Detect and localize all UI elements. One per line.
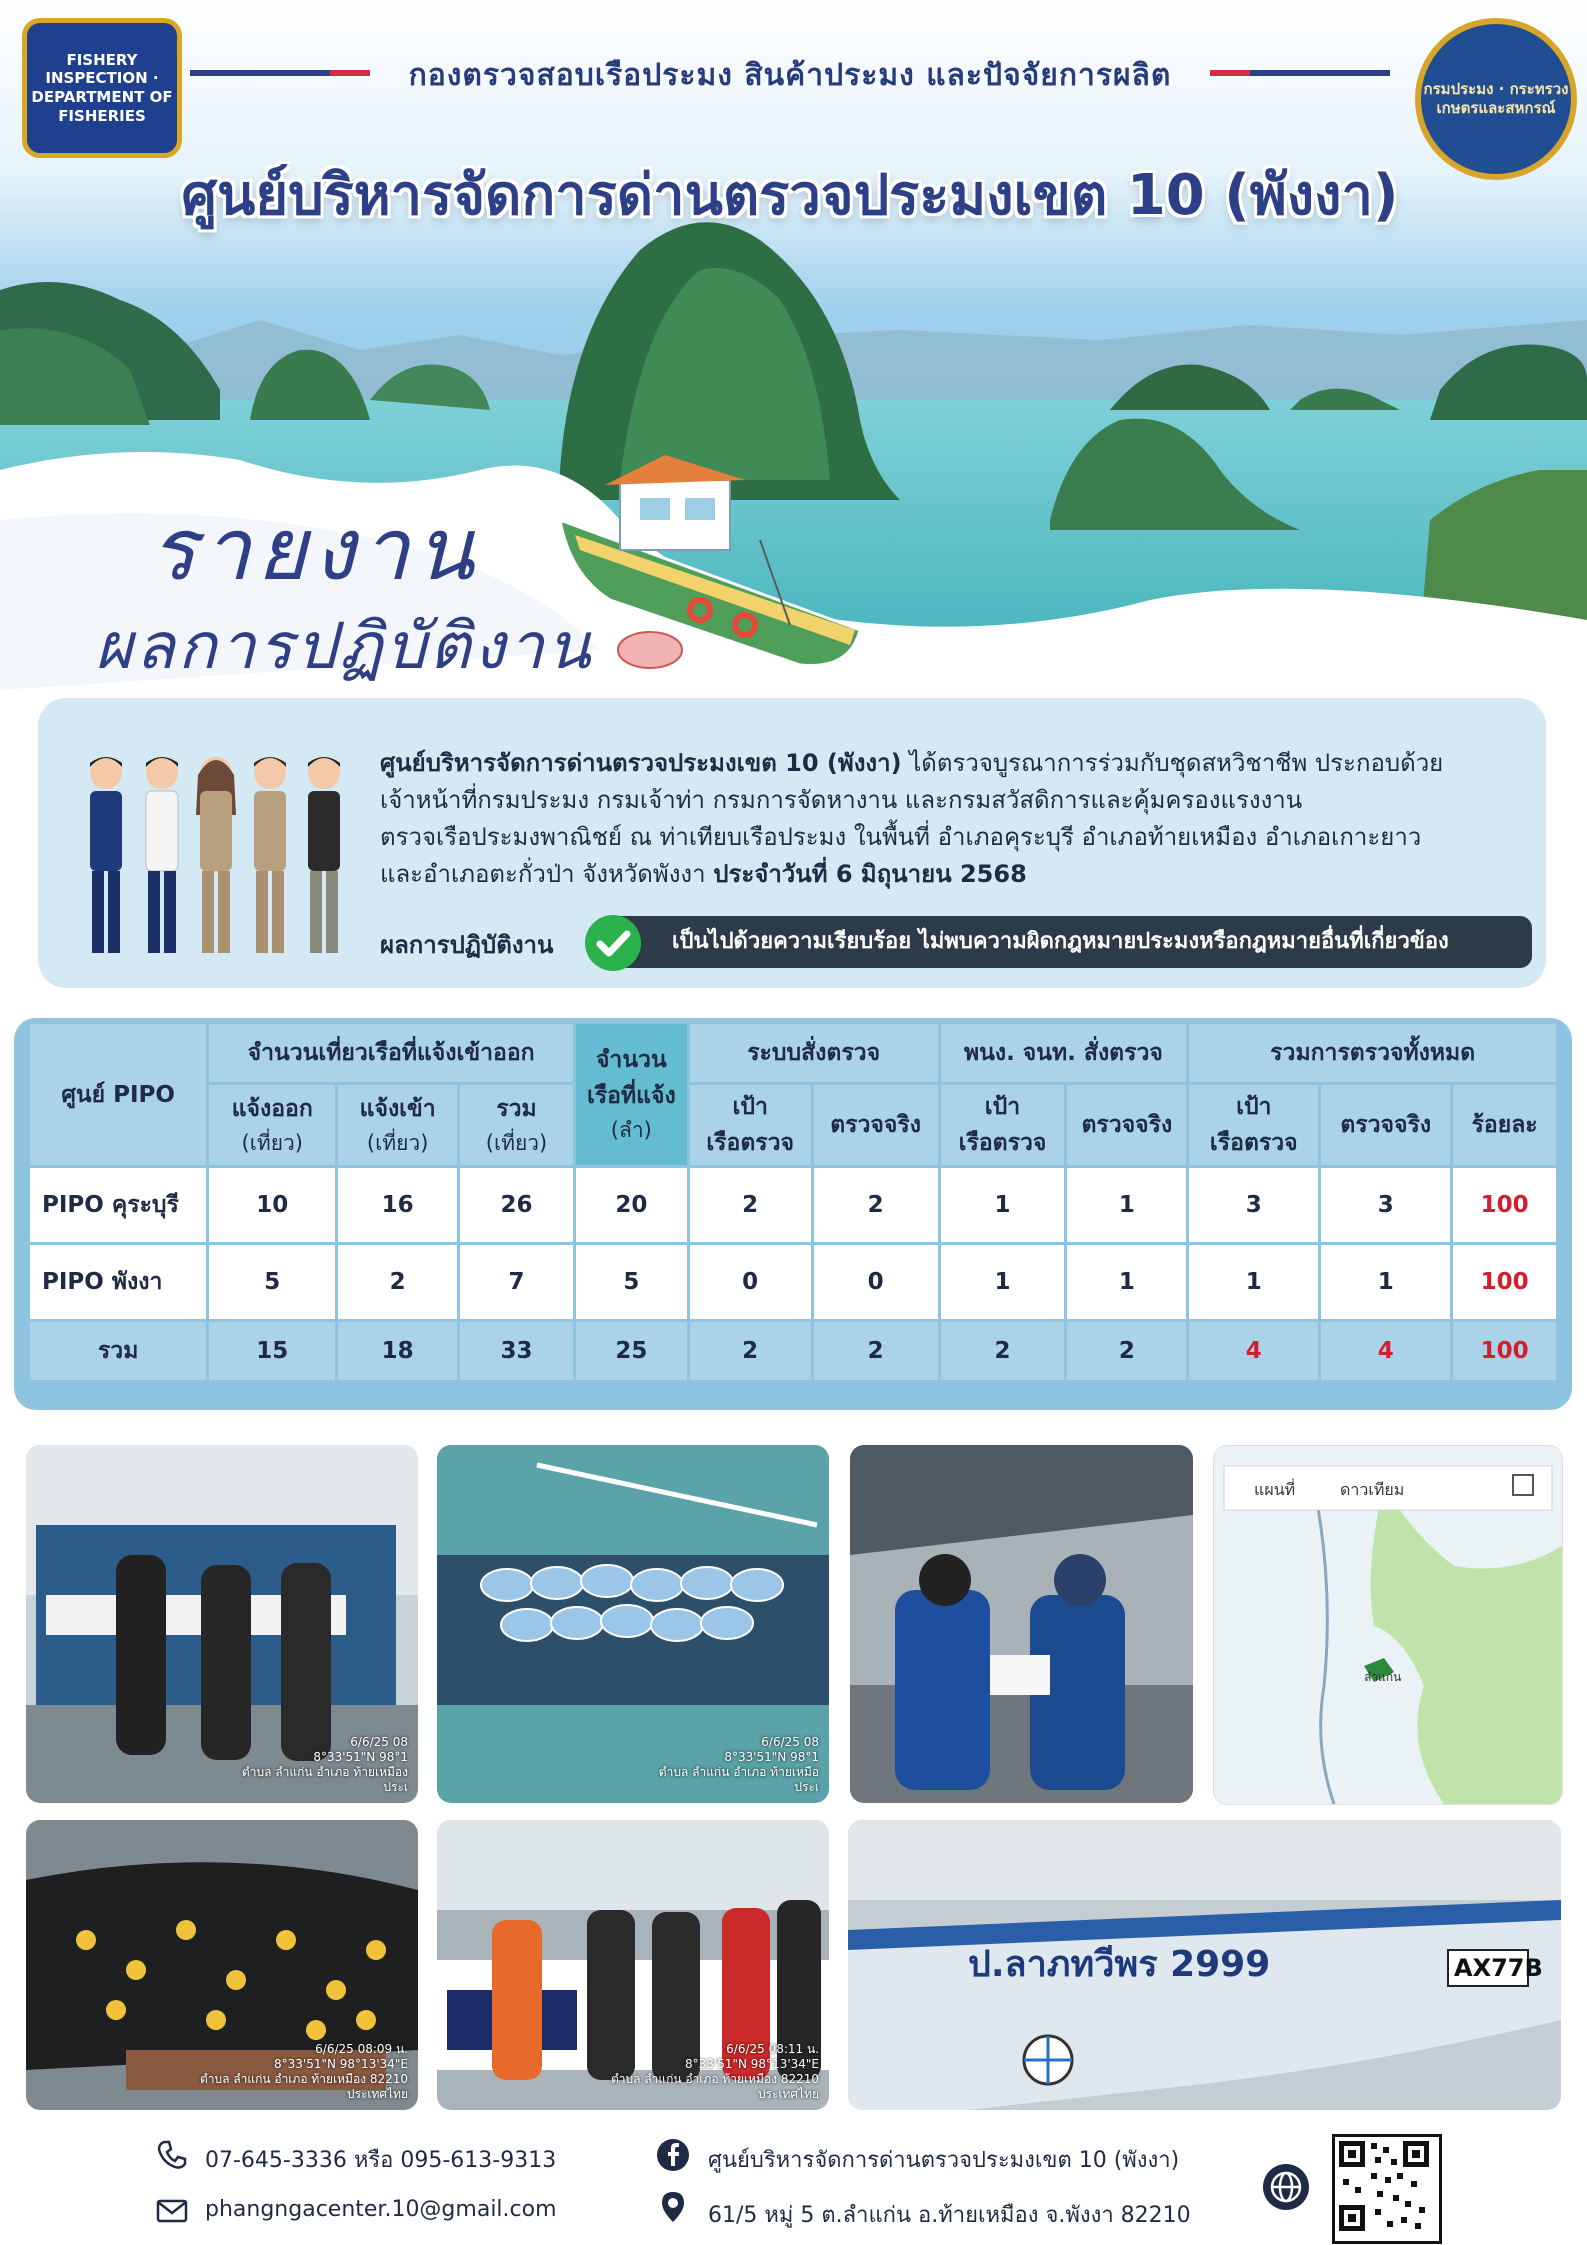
map-tab-map[interactable]: แผนที่	[1254, 1480, 1296, 1499]
table-row	[30, 1168, 1556, 1242]
info-text-4: และอำเภอตะกั่วป่า จังหวัดพังงา	[380, 860, 714, 888]
cell-all-target: 1	[1189, 1245, 1318, 1319]
cell-in: 16	[338, 1168, 457, 1242]
header-trips-out-unit: (เที่ยว)	[241, 1130, 304, 1155]
cell-total: 26	[460, 1168, 573, 1242]
cell-off-target: 1	[941, 1168, 1065, 1242]
cell-sys-target: 2	[690, 1168, 811, 1242]
header-trips-total-unit: (เที่ยว)	[485, 1130, 548, 1155]
header-trips-total-label: รวม	[496, 1095, 537, 1122]
header-sys-target-l2: เรือตรวจ	[706, 1130, 795, 1156]
footer-facebook: ศูนย์บริหารจัดการด่านตรวจประมงเขต 10 (พังงา)	[708, 2148, 1180, 2173]
row-name: PIPO คุระบุรี	[30, 1168, 206, 1242]
cell-out: 10	[209, 1168, 335, 1242]
photo-fishing-gear-floats	[437, 1445, 829, 1803]
report-title: รายงาน	[150, 500, 480, 600]
header-trips-group: จำนวนเที่ยวเรือที่แจ้งเข้าออก	[209, 1024, 573, 1082]
photo-officers-at-pier	[26, 1445, 418, 1803]
cell-out: 5	[209, 1245, 335, 1319]
cell-sys-target: 0	[690, 1245, 811, 1319]
header-off-actual: ตรวจจริง	[1067, 1085, 1186, 1165]
header-all-target-l1: เป้า	[1236, 1094, 1272, 1120]
header-officer-group: พนง. จนท. สั่งตรวจ	[941, 1024, 1187, 1082]
header-off-target-l2: เรือตรวจ	[958, 1130, 1047, 1156]
photo-stamp-6: 6/6/25 08:11 น. 8°33'51"N 98°13'34"E ตำบล ลำแก่น อำเภอ ท้ายเหมือง 82210 ประเทศไทย	[610, 2042, 819, 2101]
cell-sys-actual: 0	[814, 1245, 938, 1319]
logo-right-text: กรมประมง · กระทรวงเกษตรและสหกรณ์	[1423, 80, 1569, 117]
result-label: ผลการปฏิบัติงาน	[380, 931, 554, 959]
inspection-stats-table	[27, 1021, 1559, 1383]
total-total: 33	[460, 1322, 573, 1380]
header-center: ศูนย์ PIPO	[30, 1024, 206, 1165]
table-total-row	[30, 1322, 1556, 1380]
header-vessels-l2: เรือที่แจ้ง	[586, 1083, 676, 1109]
map-place-label: ลำแก่น	[1364, 1670, 1402, 1684]
header-off-target-l1: เป้า	[984, 1094, 1021, 1120]
info-text-2: เจ้าหน้าที่กรมประมง กรมเจ้าท่า กรมการจัดหางาน และกรมสวัสดิการและคุ้มครองแรงงาน	[380, 786, 1303, 814]
cell-off-target: 1	[941, 1245, 1065, 1319]
result-text: เป็นไปด้วยความเรียบร้อย ไม่พบความผิดกฎหมายประมงหรือกฎหมายอื่นที่เกี่ยวข้อง	[600, 916, 1532, 968]
header-sys-actual: ตรวจจริง	[814, 1085, 938, 1165]
boat-name: ป.ลาภทวีพร 2999	[968, 1944, 1271, 1985]
total-in: 18	[338, 1322, 457, 1380]
header-trips-total	[460, 1085, 573, 1165]
total-all-target: 4	[1189, 1322, 1318, 1380]
footer-phone: 07-645-3336 หรือ 095-613-9313	[205, 2148, 557, 2173]
info-paragraph	[380, 745, 1510, 893]
cell-vessels: 5	[576, 1245, 687, 1319]
logo-left-text: FISHERY INSPECTION · DEPARTMENT OF FISHERIES	[31, 50, 173, 125]
total-percent: 100	[1453, 1322, 1556, 1380]
total-sys-actual: 2	[814, 1322, 938, 1380]
center-title: ศูนย์บริหารจัดการด่านตรวจประมงเขต 10 (พังงา)	[181, 163, 1399, 228]
header-off-target	[941, 1085, 1065, 1165]
check-icon	[585, 915, 641, 971]
photo-stamp-1: 6/6/25 08 8°33'51"N 98°1 ตำบล ลำแก่น อำเภอ ท้ายเหมือง ประเ	[241, 1735, 408, 1794]
table-row	[30, 1245, 1556, 1319]
header-vessels-l1: จำนวน	[595, 1047, 667, 1073]
photo-document-check	[850, 1445, 1193, 1803]
header-sys-target	[690, 1085, 811, 1165]
photo-stamp-5: 6/6/25 08:09 น. 8°33'51"N 98°13'34"E ตำบล ลำแก่น อำเภอ ท้ายเหมือง 82210 ประเทศไทย	[199, 2042, 408, 2101]
header-all-target	[1189, 1085, 1318, 1165]
header-all-target-l2: เรือตรวจ	[1209, 1130, 1298, 1156]
total-vessels: 25	[576, 1322, 687, 1380]
header-total-group: รวมการตรวจทั้งหมด	[1189, 1024, 1556, 1082]
qr-code[interactable]	[1332, 2134, 1442, 2244]
department-name: กองตรวจสอบเรือประมง สินค้าประมง และปัจจัยการผลิต	[408, 58, 1172, 93]
cell-in: 2	[338, 1245, 457, 1319]
boat-code: AX77B	[1454, 1954, 1543, 1982]
fishery-inspection-logo	[22, 18, 182, 158]
total-all-actual: 4	[1321, 1322, 1450, 1380]
location-pin-icon	[656, 2190, 690, 2224]
photo-team-briefing	[437, 1820, 829, 2110]
header-trips-out	[209, 1085, 335, 1165]
info-text-1: ได้ตรวจบูรณาการร่วมกับชุดสหวิชาชีพ ประกอบด้วย	[901, 749, 1444, 777]
cell-total: 7	[460, 1245, 573, 1319]
total-sys-target: 2	[690, 1322, 811, 1380]
globe-icon	[1262, 2163, 1310, 2211]
phone-icon	[155, 2138, 189, 2172]
header-trips-out-label: แจ้งออก	[231, 1095, 313, 1122]
header-trips-in-label: แจ้งเข้า	[359, 1095, 436, 1122]
photo-stamp-2: 6/6/25 08 8°33'51"N 98°1 ตำบล ลำแก่น อำเภอ ท้ายเหมือ ประเ	[658, 1735, 819, 1794]
footer-email: phangngacenter.10@gmail.com	[205, 2197, 557, 2222]
photo-boat-hull	[848, 1820, 1561, 2110]
map-screenshot	[1213, 1445, 1563, 1805]
header-sys-target-l1: เป้า	[732, 1094, 768, 1120]
cell-percent: 100	[1453, 1245, 1556, 1319]
cell-percent: 100	[1453, 1168, 1556, 1242]
header-system-group: ระบบสั่งตรวจ	[690, 1024, 938, 1082]
map-tab-satellite[interactable]: ดาวเทียม	[1340, 1480, 1405, 1499]
total-off-actual: 2	[1067, 1322, 1186, 1380]
photo-nets-and-floats	[26, 1820, 418, 2110]
cell-all-actual: 1	[1321, 1245, 1450, 1319]
cell-all-target: 3	[1189, 1168, 1318, 1242]
total-row-name: รวม	[30, 1322, 206, 1380]
report-subtitle: ผลการปฏิบัติงาน	[95, 610, 594, 684]
header-vessels	[576, 1024, 687, 1165]
cell-vessels: 20	[576, 1168, 687, 1242]
info-org: ศูนย์บริหารจัดการด่านตรวจประมงเขต 10 (พังงา)	[380, 749, 902, 777]
staff-illustration	[70, 745, 360, 960]
footer-address: 61/5 หมู่ 5 ต.ลำแก่น อ.ท้ายเหมือง จ.พังงา 82210	[708, 2203, 1191, 2228]
info-text-3: ตรวจเรือประมงพาณิชย์ ณ ท่าเทียบเรือประมง ในพื้นที่ อำเภอคุระบุรี อำเภอท้ายเหมือง อำเภอเกาะยาว	[380, 823, 1422, 851]
info-date: ประจำวันที่ 6 มิถุนายน 2568	[713, 860, 1027, 888]
cell-off-actual: 1	[1067, 1245, 1186, 1319]
header-trips-in-unit: (เที่ยว)	[366, 1130, 429, 1155]
facebook-icon	[656, 2138, 690, 2172]
fullscreen-icon[interactable]	[1512, 1474, 1534, 1496]
email-icon	[155, 2193, 189, 2227]
cell-all-actual: 3	[1321, 1168, 1450, 1242]
cell-off-actual: 1	[1067, 1168, 1186, 1242]
total-out: 15	[209, 1322, 335, 1380]
header-percent: ร้อยละ	[1453, 1085, 1556, 1165]
header-all-actual: ตรวจจริง	[1321, 1085, 1450, 1165]
header-vessels-unit: (ลำ)	[610, 1118, 652, 1142]
cell-sys-actual: 2	[814, 1168, 938, 1242]
row-name: PIPO พังงา	[30, 1245, 206, 1319]
header-trips-in	[338, 1085, 457, 1165]
total-off-target: 2	[941, 1322, 1065, 1380]
